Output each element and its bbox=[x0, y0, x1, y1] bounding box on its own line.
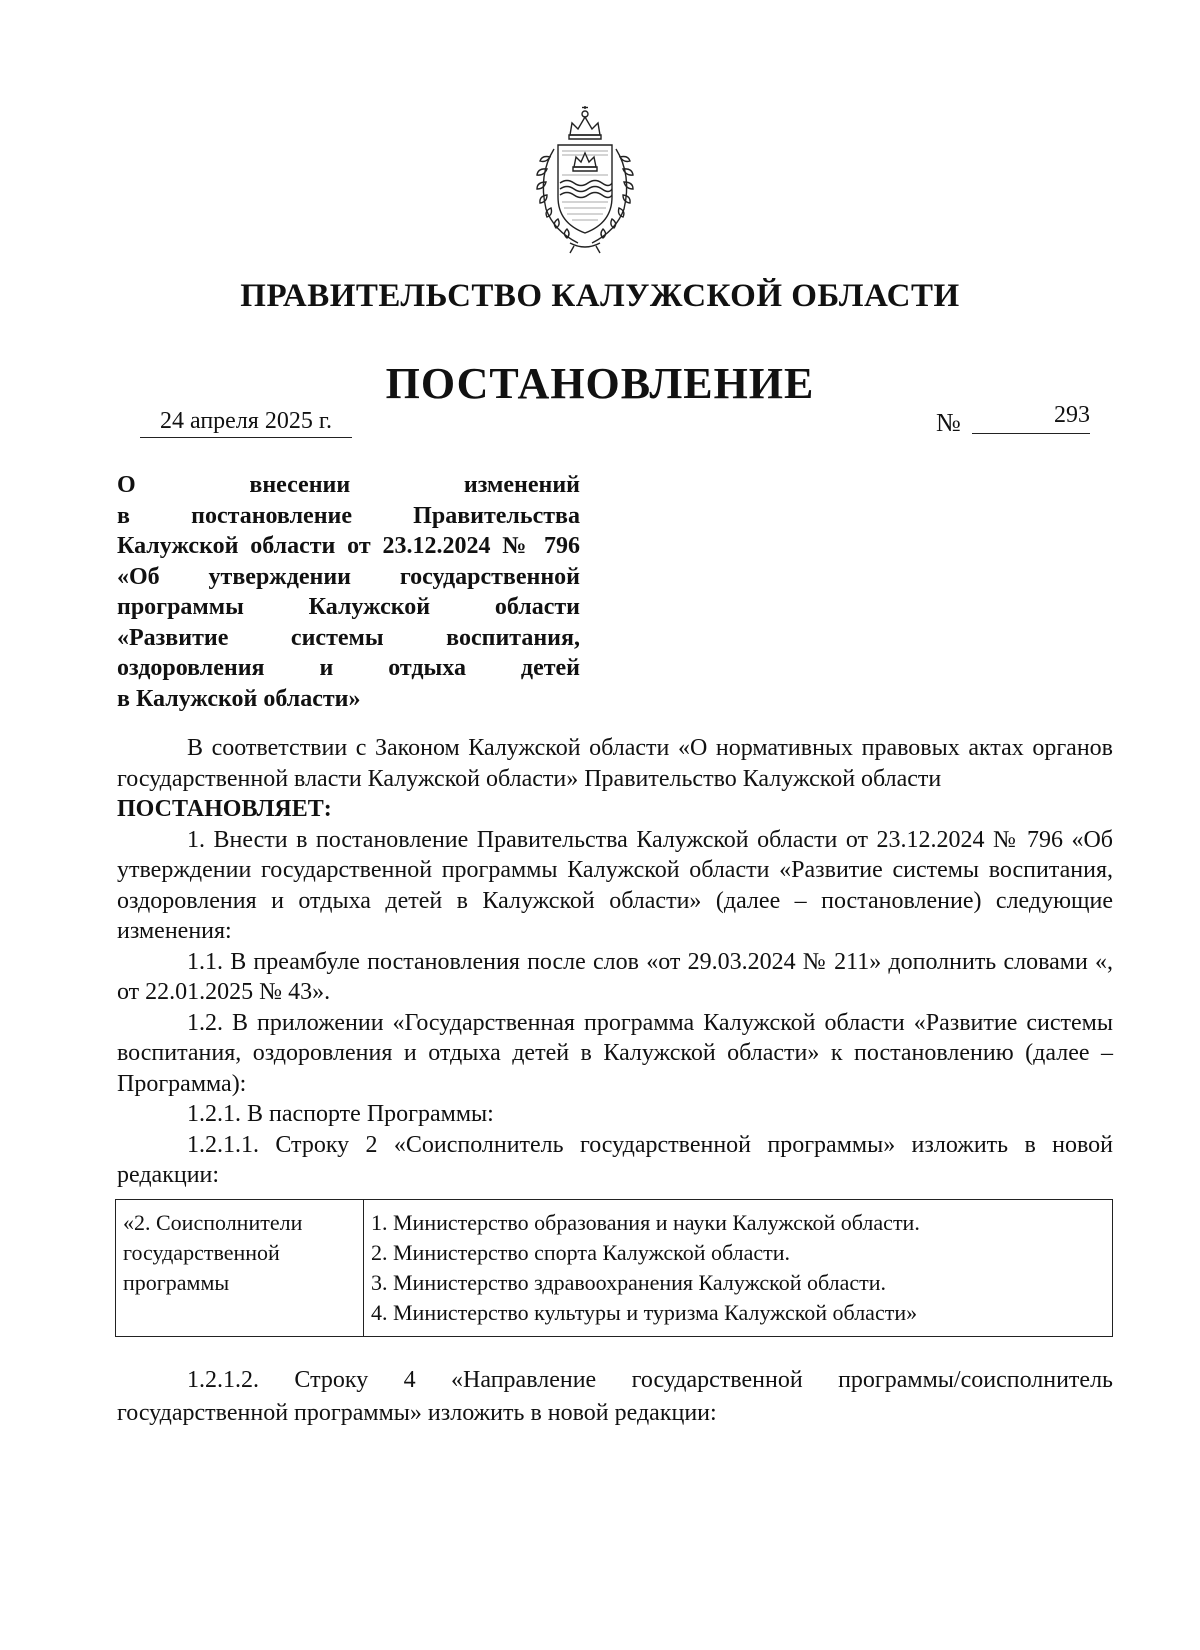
subject-line: оздоровления и отдыха детей bbox=[117, 655, 580, 681]
subject-line: «Об утверждении государственной bbox=[117, 563, 580, 590]
paragraph-1: 1. Внести в постановление Правительства Калужской области от 23.12.2024 № 796 «Об утверждении государственной программы Калужской области «Развитие системы воспитания, оздоровления и отдыха детей в Калужской области» (далее – постановление) следующие изменения: bbox=[117, 826, 1113, 944]
cell-line: «2. Соисполнители bbox=[123, 1210, 303, 1235]
paragraph-1-2: 1.2. В приложении «Государственная программа Калужской области «Развитие системы воспитания, оздоровления и отдыха детей в Калужской области» к постановлению (далее – Программа): bbox=[117, 1009, 1113, 1097]
subject-line: О внесении изменений bbox=[117, 472, 580, 498]
subject-line: в постановление Правительства bbox=[117, 502, 580, 529]
table-cell-label bbox=[116, 1200, 364, 1337]
table-cell-value bbox=[364, 1200, 1113, 1337]
document-type-title: ПОСТАНОВЛЕНИЕ bbox=[385, 359, 815, 408]
subject-line: «Развитие системы воспитания, bbox=[117, 624, 580, 651]
subject-line: в Калужской области» bbox=[117, 685, 361, 712]
decree-word: ПОСТАНОВЛЯЕТ: bbox=[117, 796, 332, 822]
coat-of-arms-emblem bbox=[520, 105, 650, 255]
paragraph-1-1: 1.1. В преамбуле постановления после слов «от 29.03.2024 № 211» дополнить словами «, от 22.01.2025 № 43». bbox=[117, 948, 1113, 1005]
coexecutors-table bbox=[115, 1199, 1113, 1337]
cell-line: 3. Министерство здравоохранения Калужской области. bbox=[371, 1270, 887, 1295]
cell-line: 4. Министерство культуры и туризма Калужской области» bbox=[371, 1300, 918, 1325]
cell-line: программы bbox=[123, 1270, 230, 1295]
paragraph-1-2-1: 1.2.1. В паспорте Программы: bbox=[187, 1101, 494, 1127]
document-body bbox=[117, 733, 1113, 1191]
subject-line: программы Калужской области bbox=[117, 594, 580, 620]
cell-line: 1. Министерство образования и науки Калужской области. bbox=[371, 1210, 920, 1235]
document-date: 24 апреля 2025 г. bbox=[140, 408, 352, 438]
government-title: ПРАВИТЕЛЬСТВО КАЛУЖСКОЙ ОБЛАСТИ bbox=[240, 278, 960, 314]
cell-line: государственной bbox=[123, 1240, 280, 1265]
subject-line: Калужской области от 23.12.2024 № 796 bbox=[117, 533, 580, 559]
document-subject bbox=[117, 470, 580, 714]
table-row bbox=[116, 1200, 1113, 1337]
preamble-paragraph: В соответствии с Законом Калужской области «О нормативных правовых актах органов государственной власти Калужской области» Правительство Калужской области bbox=[117, 735, 1113, 792]
number-label: № bbox=[936, 408, 961, 437]
document-number: 293 bbox=[972, 402, 1090, 434]
cell-line: 2. Министерство спорта Калужской области. bbox=[371, 1240, 791, 1265]
paragraph-1-2-1-1: 1.2.1.1. Строку 2 «Соисполнитель государственной программы» изложить в новой редакции: bbox=[117, 1131, 1113, 1188]
after-table-text bbox=[117, 1364, 1113, 1430]
paragraph-1-2-1-2: 1.2.1.2. Строку 4 «Направление государственной программы/соисполнитель государственной программы» изложить в новой редакции: bbox=[117, 1367, 1113, 1426]
